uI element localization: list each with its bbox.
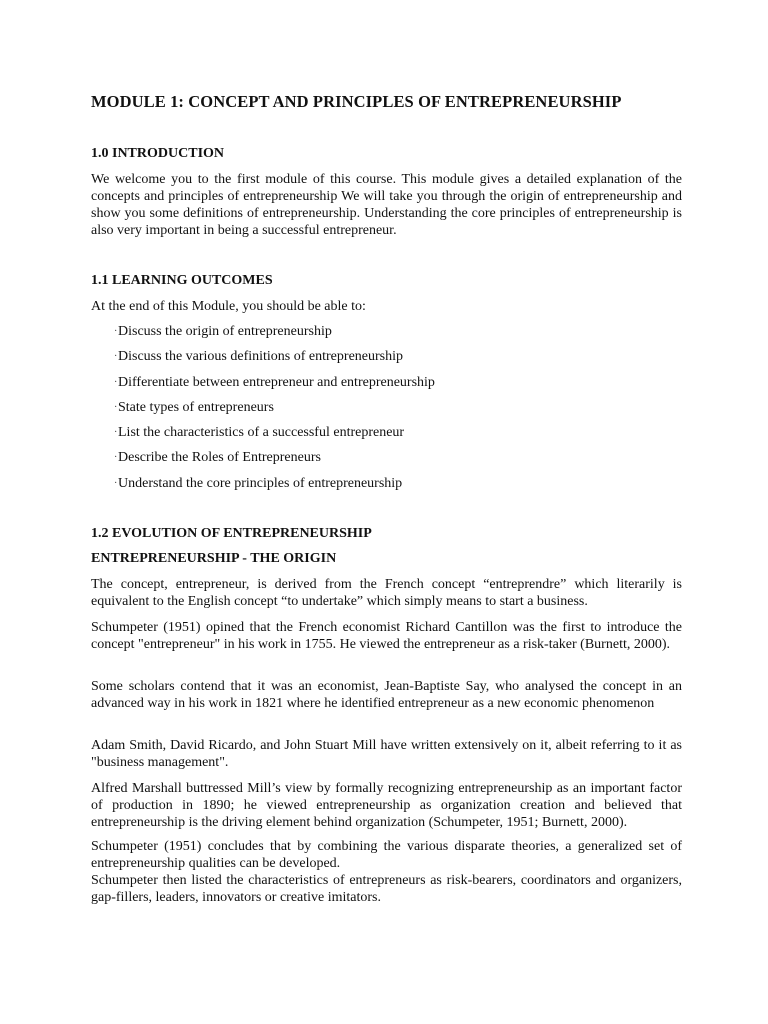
origin-paragraph-5: Alfred Marshall buttressed Mill’s view by formally recognizing entrepreneurship as an important factor of production in 1890; he viewed entrepreneurship as organization creation and believed that entrepreneurship is the driving element behind organization (Schumpeter, 1951; Burnett, 2000). <box>91 781 682 830</box>
schumpeter-characteristics: Schumpeter then listed the characteristics of entrepreneurs as risk-bearers, coordinators and organizers, gap-fillers, leaders, innovators or creative imitators. <box>91 873 682 905</box>
bullet-icon: · <box>114 376 118 388</box>
bullet-icon: · <box>114 326 118 337</box>
origin-paragraph-6 <box>91 838 682 906</box>
bullet-icon: · <box>114 351 118 363</box>
bullet-icon: · <box>114 401 118 413</box>
list-item: ·State types of entrepreneurs <box>114 397 435 422</box>
list-item: ·Describe the Roles of Entrepreneurs <box>114 447 435 472</box>
origin-subheading: ENTREPRENEURSHIP - THE ORIGIN <box>91 551 337 566</box>
origin-paragraph-3: Some scholars contend that it was an economist, Jean-Baptiste Say, who analysed the concept in an advanced way in his work in 1821 where he identified entrepreneur as a new economic phenomenon <box>91 679 682 711</box>
evolution-heading: 1.2 EVOLUTION OF ENTREPRENEURSHIP <box>91 526 372 541</box>
origin-paragraph-4: Adam Smith, David Ricardo, and John Stuart Mill have written extensively on it, albeit referring to it as "business management". <box>91 738 682 770</box>
bullet-icon: · <box>114 427 118 439</box>
origin-paragraph-1: The concept, entrepreneur, is derived from the French concept “entreprendre” which literarily is equivalent to the English concept “to undertake” which simply means to start a business. <box>91 577 682 609</box>
list-item: ·List the characteristics of a successful entrepreneur <box>114 422 435 447</box>
page-title: MODULE 1: CONCEPT AND PRINCIPLES OF ENTREPRENEURSHIP <box>91 92 622 111</box>
bullet-icon: · <box>114 477 118 489</box>
list-item: ·Discuss the origin of entrepreneurship <box>114 321 435 346</box>
schumpeter-conclusion: Schumpeter (1951) concludes that by combining the various disparate theories, a generalized set of entrepreneurship qualities can be developed. <box>91 839 682 871</box>
outcomes-lead: At the end of this Module, you should be able to: <box>91 299 366 314</box>
bullet-icon: · <box>114 452 118 464</box>
outcomes-list <box>114 321 435 498</box>
list-item: ·Differentiate between entrepreneur and entrepreneurship <box>114 372 435 397</box>
outcomes-heading: 1.1 LEARNING OUTCOMES <box>91 273 273 288</box>
list-item: ·Understand the core principles of entrepreneurship <box>114 473 435 498</box>
intro-paragraph: We welcome you to the first module of this course. This module gives a detailed explanation of the concepts and principles of entrepreneurship We will take you through the origin of entrepreneurship and show you some definitions of entrepreneurship. Understanding the core principles of entrepreneurship is also very important in being a successful entrepreneur. <box>91 172 682 238</box>
intro-heading: 1.0 INTRODUCTION <box>91 146 225 161</box>
origin-paragraph-2: Schumpeter (1951) opined that the French economist Richard Cantillon was the first to introduce the concept "entrepreneur" in his work in 1755. He viewed the entrepreneur as a risk-taker (Burnett, 2000). <box>91 620 682 652</box>
list-item: ·Discuss the various definitions of entrepreneurship <box>114 346 435 371</box>
